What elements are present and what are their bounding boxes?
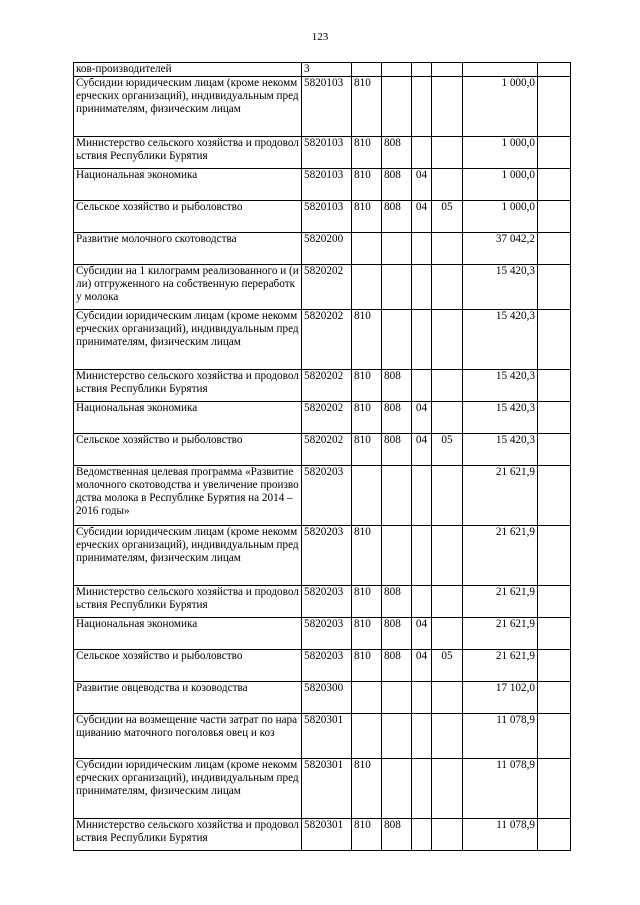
subsection-code [432,819,463,851]
row-name: Субсидии юридическим лицам (кроме некоммерческих организаций), индивидуальным предпринимателям, физическим лицам [74,77,302,137]
subsection-code: 05 [432,201,463,233]
table-row [74,466,571,526]
target-code: 5820103 [302,77,352,137]
table-row [74,63,571,77]
target-code: 5820103 [302,137,352,169]
amount: 21 621,9 [463,466,538,526]
extra-column [538,586,571,618]
target-code: 5820301 [302,714,352,759]
target-code: 5820300 [302,682,352,714]
ministry-code: 808 [382,819,412,851]
budget-table [73,62,571,851]
section-code [412,759,432,819]
amount: 17 102,0 [463,682,538,714]
amount: 11 078,9 [463,759,538,819]
extra-column [538,265,571,310]
table-body [74,63,571,851]
extra-column [538,434,571,466]
table-row [74,526,571,586]
ministry-code: 808 [382,586,412,618]
row-name: Сельское хозяйство и рыболовство [74,201,302,233]
ministry-code [382,63,412,77]
row-name: Министерство сельского хозяйства и продовольствия Республики Бурятия [74,819,302,851]
ministry-code: 808 [382,650,412,682]
target-code: 5820203 [302,650,352,682]
amount: 15 420,3 [463,402,538,434]
row-name: Национальная экономика [74,169,302,201]
page-number: 123 [311,31,329,43]
amount: 15 420,3 [463,434,538,466]
ministry-code: 808 [382,618,412,650]
amount: 15 420,3 [463,310,538,370]
amount: 1 000,0 [463,169,538,201]
table-row [74,77,571,137]
expense-type-code: 810 [352,402,382,434]
row-name: Министерство сельского хозяйства и продовольствия Республики Бурятия [74,586,302,618]
expense-type-code [352,63,382,77]
row-name: Развитие молочного скотоводства [74,233,302,265]
amount: 21 621,9 [463,526,538,586]
extra-column [538,370,571,402]
extra-column [538,201,571,233]
target-code: 5820203 [302,466,352,526]
subsection-code [432,63,463,77]
ministry-code [382,233,412,265]
table-row [74,402,571,434]
target-code: 5820202 [302,402,352,434]
target-code: 5820203 [302,618,352,650]
section-code: 04 [412,402,432,434]
expense-type-code: 810 [352,586,382,618]
table-row [74,310,571,370]
expense-type-code [352,682,382,714]
extra-column [538,137,571,169]
section-code [412,682,432,714]
section-code [412,265,432,310]
subsection-code [432,714,463,759]
target-code: 5820301 [302,759,352,819]
row-name: Министерство сельского хозяйства и продовольствия Республики Бурятия [74,137,302,169]
table-row [74,586,571,618]
row-name: ков-производителей [74,63,302,77]
ministry-code [382,265,412,310]
target-code: 5820203 [302,586,352,618]
target-code: 5820103 [302,169,352,201]
subsection-code [432,310,463,370]
extra-column [538,618,571,650]
target-code: 5820202 [302,370,352,402]
expense-type-code: 810 [352,759,382,819]
section-code: 04 [412,618,432,650]
subsection-code [432,77,463,137]
extra-column [538,682,571,714]
expense-type-code: 810 [352,618,382,650]
ministry-code [382,759,412,819]
table-row [74,714,571,759]
table-row [74,233,571,265]
table-row [74,201,571,233]
ministry-code: 808 [382,169,412,201]
ministry-code: 808 [382,201,412,233]
extra-column [538,466,571,526]
extra-column [538,233,571,265]
table-row [74,265,571,310]
row-name: Субсидии на 1 килограмм реализованного и (или) отгруженного на собственную переработку молока [74,265,302,310]
target-code: 5820203 [302,526,352,586]
section-code [412,63,432,77]
ministry-code [382,310,412,370]
subsection-code [432,759,463,819]
expense-type-code: 810 [352,169,382,201]
expense-type-code: 810 [352,434,382,466]
table-row [74,819,571,851]
subsection-code [432,466,463,526]
row-name: Сельское хозяйство и рыболовство [74,650,302,682]
subsection-code [432,402,463,434]
subsection-code [432,169,463,201]
ministry-code [382,714,412,759]
subsection-code [432,233,463,265]
extra-column [538,650,571,682]
amount: 21 621,9 [463,650,538,682]
target-code: 3 [302,63,352,77]
row-name: Развитие овцеводства и козоводства [74,682,302,714]
section-code [412,77,432,137]
target-code: 5820202 [302,434,352,466]
subsection-code: 05 [432,650,463,682]
target-code: 5820202 [302,265,352,310]
table-row [74,759,571,819]
extra-column [538,402,571,434]
extra-column [538,714,571,759]
target-code: 5820301 [302,819,352,851]
expense-type-code: 810 [352,201,382,233]
expense-type-code: 810 [352,310,382,370]
table-row [74,137,571,169]
section-code [412,466,432,526]
section-code: 04 [412,434,432,466]
section-code [412,586,432,618]
section-code [412,310,432,370]
amount: 11 078,9 [463,714,538,759]
extra-column [538,63,571,77]
expense-type-code: 810 [352,526,382,586]
table-row [74,650,571,682]
extra-column [538,526,571,586]
extra-column [538,759,571,819]
row-name: Национальная экономика [74,618,302,650]
amount: 1 000,0 [463,137,538,169]
table-row [74,618,571,650]
row-name: Субсидии юридическим лицам (кроме некоммерческих организаций), индивидуальным предпринимателям, физическим лицам [74,526,302,586]
ministry-code [382,77,412,137]
subsection-code [432,586,463,618]
expense-type-code: 810 [352,650,382,682]
section-code: 04 [412,169,432,201]
expense-type-code: 810 [352,819,382,851]
extra-column [538,169,571,201]
section-code [412,233,432,265]
ministry-code [382,466,412,526]
section-code [412,137,432,169]
section-code: 04 [412,650,432,682]
row-name: Национальная экономика [74,402,302,434]
ministry-code: 808 [382,402,412,434]
amount: 15 420,3 [463,265,538,310]
table-row [74,169,571,201]
row-name: Субсидии на возмещение части затрат по наращиванию маточного поголовья овец и коз [74,714,302,759]
table-row [74,370,571,402]
row-name: Субсидии юридическим лицам (кроме некоммерческих организаций), индивидуальным предпринимателям, физическим лицам [74,759,302,819]
row-name: Ведомственная целевая программа «Развитие молочного скотоводства и увеличение производства молока в Республике Бурятия на 2014 – 2016 годы» [74,466,302,526]
expense-type-code [352,233,382,265]
ministry-code [382,682,412,714]
expense-type-code: 810 [352,77,382,137]
expense-type-code [352,714,382,759]
expense-type-code [352,466,382,526]
row-name: Сельское хозяйство и рыболовство [74,434,302,466]
amount: 11 078,9 [463,819,538,851]
subsection-code: 05 [432,434,463,466]
table-row [74,682,571,714]
extra-column [538,310,571,370]
target-code: 5820202 [302,310,352,370]
subsection-code [432,370,463,402]
amount [463,63,538,77]
extra-column [538,77,571,137]
subsection-code [432,682,463,714]
amount: 1 000,0 [463,77,538,137]
expense-type-code [352,265,382,310]
section-code [412,370,432,402]
amount: 21 621,9 [463,586,538,618]
section-code [412,526,432,586]
ministry-code: 808 [382,137,412,169]
expense-type-code: 810 [352,370,382,402]
subsection-code [432,618,463,650]
ministry-code: 808 [382,370,412,402]
subsection-code [432,265,463,310]
amount: 21 621,9 [463,618,538,650]
section-code: 04 [412,201,432,233]
amount: 1 000,0 [463,201,538,233]
ministry-code [382,526,412,586]
ministry-code: 808 [382,434,412,466]
section-code [412,819,432,851]
expense-type-code: 810 [352,137,382,169]
amount: 15 420,3 [463,370,538,402]
subsection-code [432,526,463,586]
extra-column [538,819,571,851]
section-code [412,714,432,759]
subsection-code [432,137,463,169]
target-code: 5820103 [302,201,352,233]
table-row [74,434,571,466]
row-name: Министерство сельского хозяйства и продовольствия Республики Бурятия [74,370,302,402]
amount: 37 042,2 [463,233,538,265]
row-name: Субсидии юридическим лицам (кроме некоммерческих организаций), индивидуальным предпринимателям, физическим лицам [74,310,302,370]
target-code: 5820200 [302,233,352,265]
